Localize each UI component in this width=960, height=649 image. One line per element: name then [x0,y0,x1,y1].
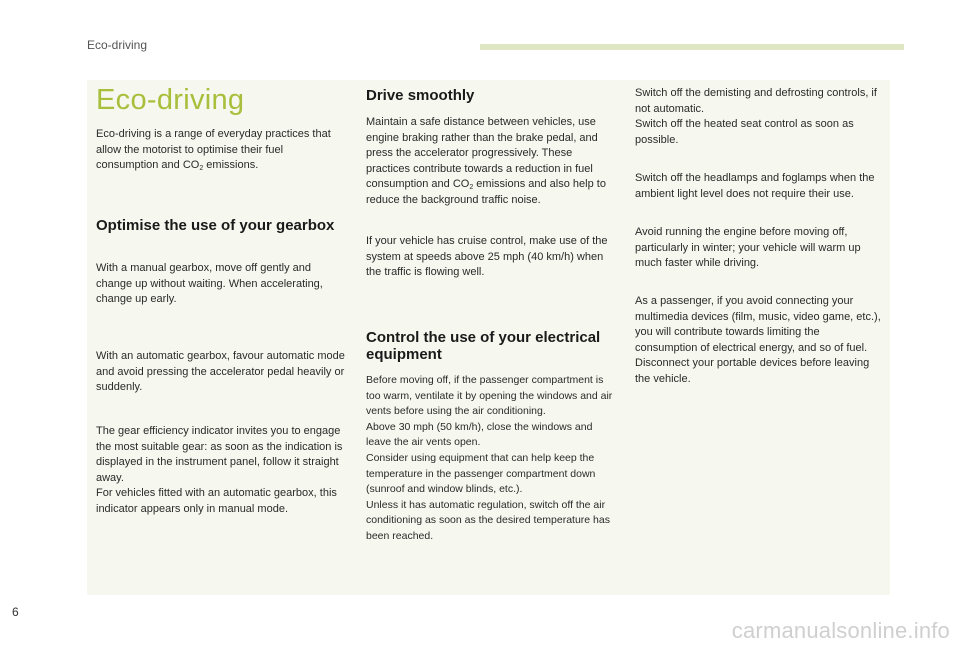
headlamps-paragraph: Switch off the headlamps and foglamps when the ambient light level does not require their use. [635,172,875,200]
co2-subscript: 2 [469,184,474,192]
gearbox-paragraph-indicator: The gear efficiency indicator invites you to engage the most suitable gear: as soon as the indication is displayed in the instrument panel, follow it straight away. For vehicles fitted with an automatic gearbox, this indicator appears only in manual mode. [96,425,343,515]
drive-paragraph-distance: Maintain a safe distance between vehicles, use engine braking rather than the brake pedal, and press the accelerator progressively. These practices contribute towards a reduction in fuel consumption and $CO_2$ emissions and also help to reduce the background traffic noise. [366,116,606,206]
gearbox-heading: Optimise the use of your gearbox [96,217,335,234]
co2-subscript: 2 [199,165,204,173]
watermark: carmanualsonline.info [731,618,950,643]
gearbox-paragraph-manual: With a manual gearbox, move off gently and change up without waiting. When accelerating, change up early. [96,262,323,306]
multimedia-paragraph: As a passenger, if you avoid connecting your multimedia devices (film, music, video game, etc.), you will contribute towards limiting the consumption of electrical energy, and so of fuel. Disconnect your portable devices before leaving the vehicle. [635,295,881,385]
content-panel [87,80,890,595]
page-number: 6 [12,605,19,619]
section-header-label: Eco-driving [87,38,148,52]
page-title: Eco-driving [96,84,245,116]
intro-paragraph: Eco-driving is a range of everyday practices that allow the motorist to optimise their fuel consumption and $CO_2$ emissions. [96,128,331,173]
demisting-paragraph: Switch off the demisting and defrosting controls, if not automatic. Switch off the heated seat control as soon as possible. [635,87,877,146]
electrical-heading: Control the use of your electrical equipment [366,329,601,363]
electrical-paragraph: Before moving off, if the passenger compartment is too warm, ventilate it by opening the windows and air vents before using the air conditioning. Above 30 mph (50 km/h), close the windows and leave the air vents open. Consider using equipment that can help keep the temperature in the passenger compartment down (sunroof and window blinds, etc.). Unless it has automatic regulation, switch off the air conditioning as soon as the desired temperature has been reached. [366,374,613,542]
header-accent-bar [480,44,904,50]
drive-smoothly-heading: Drive smoothly [366,87,475,104]
engine-warmup-paragraph: Avoid running the engine before moving off, particularly in winter; your vehicle will warm up much faster while driving. [635,226,861,270]
drive-paragraph-cruise: If your vehicle has cruise control, make use of the system at speeds above 25 mph (40 km/h) when the traffic is flowing well. [366,235,608,279]
gearbox-paragraph-automatic: With an automatic gearbox, favour automatic mode and avoid pressing the accelerator pedal heavily or suddenly. [96,350,345,394]
